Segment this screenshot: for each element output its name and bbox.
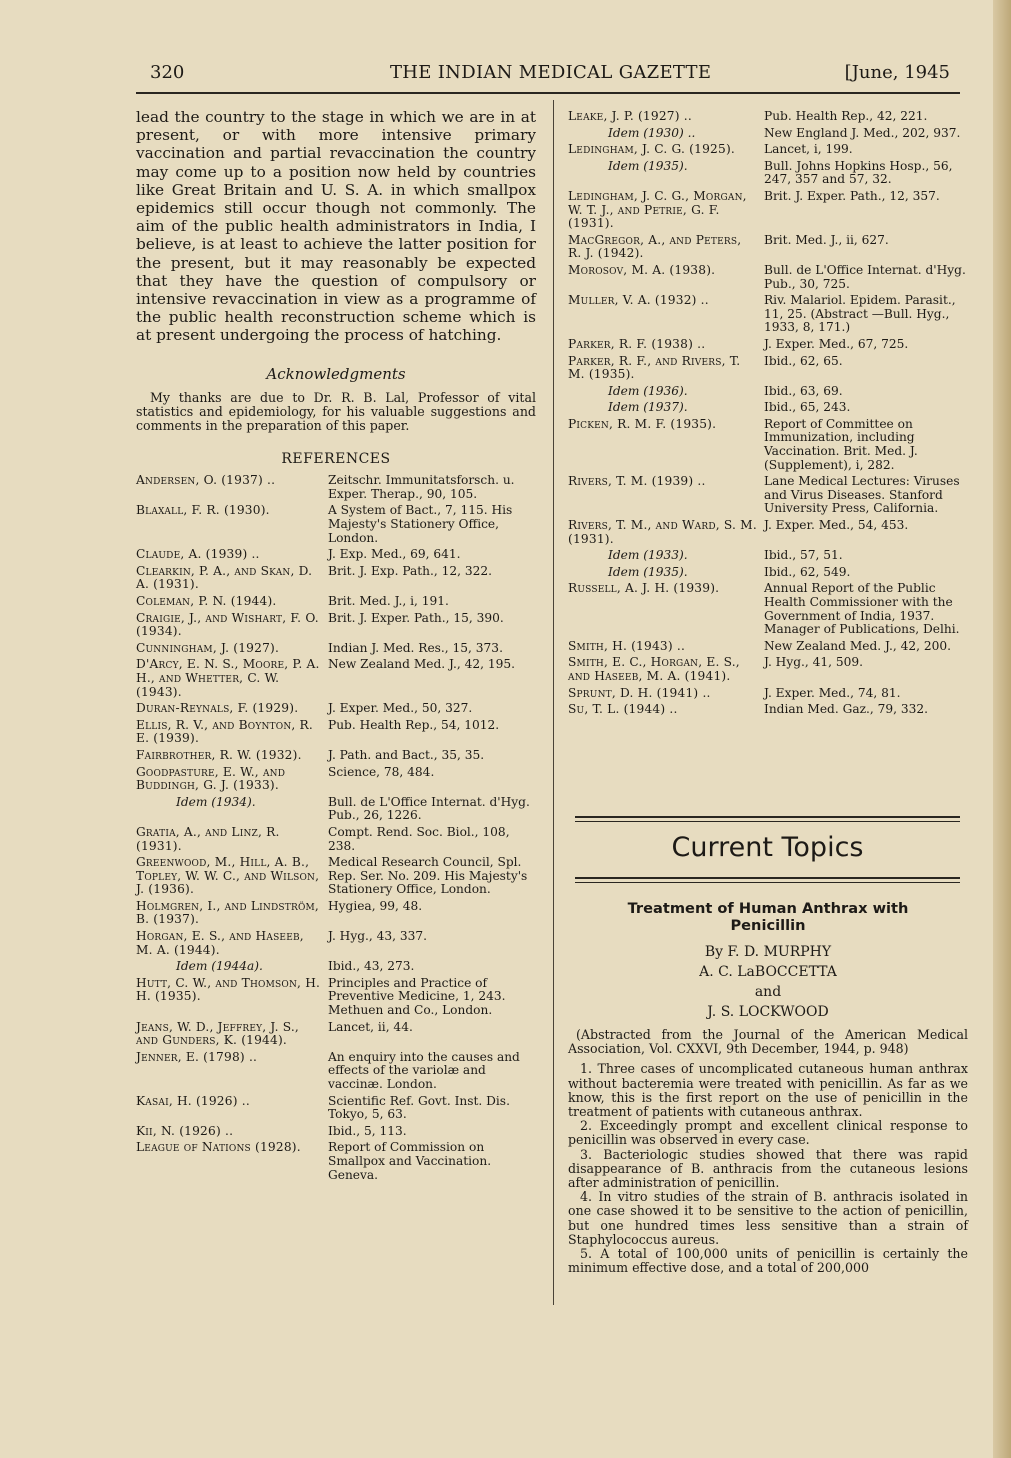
reference-entry bbox=[136, 856, 536, 897]
reference-author: Goodpasture, E. W., and Buddingh, G. J. (1933). bbox=[136, 764, 286, 793]
reference-source: J. Exper. Med., 74, 81. bbox=[764, 685, 901, 700]
column-divider bbox=[553, 100, 554, 1305]
reference-entry bbox=[568, 127, 968, 141]
reference-source: Lane Medical Lectures: Viruses and Virus Diseases. Stanford University Press, California. bbox=[764, 474, 960, 516]
reference-author: Rivers, T. M., and Ward, S. M. (1931). bbox=[568, 518, 757, 546]
reference-entry bbox=[568, 234, 968, 261]
reference-author: Greenwood, M., Hill, A. B., Topley, W. W. C., and Wilson, J. (1936). bbox=[136, 855, 320, 897]
reference-source: J. Exper. Med., 50, 327. bbox=[328, 701, 473, 716]
article-point: 2. Exceedingly prompt and excellent clinical response to penicillin was observed in every case. bbox=[568, 1118, 968, 1148]
reference-entry bbox=[136, 719, 536, 746]
reference-entry bbox=[136, 826, 536, 853]
reference-entry bbox=[568, 338, 968, 352]
section-rule-bottom bbox=[575, 877, 960, 879]
article-point: 4. In vitro studies of the strain of B. anthracis isolated in one case showed it to be sensitive to the action of penicillin, but one hundred times less sensitive than a strain of Staphylococcus aureus. bbox=[568, 1189, 968, 1247]
reference-author: Fairbrother, R. W. (1932). bbox=[136, 747, 302, 762]
references-heading: REFERENCES bbox=[281, 451, 391, 468]
reference-entry bbox=[136, 504, 536, 545]
reference-source: Bull. Johns Hopkins Hosp., 56, 247, 357 and 57, 32. bbox=[764, 158, 953, 187]
reference-source: Ibid., 57, 51. bbox=[764, 548, 843, 563]
section-rule-top-thin bbox=[575, 821, 960, 822]
reference-source: J. Exper. Med., 67, 725. bbox=[764, 336, 909, 351]
reference-source: Compt. Rend. Soc. Biol., 108, 238. bbox=[328, 824, 510, 853]
issue-date: [June, 1945 bbox=[844, 62, 950, 83]
reference-source: Ibid., 65, 243. bbox=[764, 400, 851, 415]
reference-author: Andersen, O. (1937) .. bbox=[136, 473, 276, 488]
reference-author: Picken, R. M. F. (1935). bbox=[568, 416, 717, 431]
reference-source: Ibid., 62, 65. bbox=[764, 353, 843, 368]
reference-source: Bull. de L'Office Internat. d'Hyg. Pub., 30, 725. bbox=[764, 262, 966, 291]
reference-entry bbox=[136, 1095, 536, 1122]
reference-source: Principles and Practice of Preventive Medicine, 1, 243. Methuen and Co., London. bbox=[328, 975, 506, 1018]
reference-entry bbox=[568, 264, 968, 291]
reference-author: Morosov, M. A. (1938). bbox=[568, 262, 716, 277]
reference-author: Cunningham, J. (1927). bbox=[136, 640, 280, 655]
reference-entry bbox=[568, 549, 968, 563]
reference-entry bbox=[568, 687, 968, 701]
reference-author: Gratia, A., and Linz, R. (1931). bbox=[136, 824, 280, 853]
reference-source: An enquiry into the causes and effects of the variolæ and vaccinæ. London. bbox=[328, 1049, 520, 1091]
author-2: A. C. LaBOCCETTA bbox=[699, 964, 837, 980]
reference-author: MacGregor, A., and Peters, R. J. (1942). bbox=[568, 232, 742, 261]
reference-source: Brit. J. Exper. Path., 15, 390. bbox=[328, 610, 504, 625]
reference-author: Idem (1935). bbox=[608, 158, 688, 173]
reference-entry bbox=[568, 294, 968, 335]
article-title: Treatment of Human Anthrax with Penicillin bbox=[627, 900, 909, 934]
reference-source: Annual Report of the Public Health Commissioner with the Government of India, 1937. Manager of Publications, Delhi. bbox=[764, 581, 960, 637]
reference-entry bbox=[136, 749, 536, 763]
reference-author: Horgan, E. S., and Haseeb, M. A. (1944). bbox=[136, 929, 304, 957]
right-column-references bbox=[568, 110, 968, 720]
reference-entry bbox=[568, 519, 968, 546]
reference-entry bbox=[568, 143, 968, 157]
reference-entry bbox=[136, 548, 536, 562]
reference-author: Parker, R. F. (1938) .. bbox=[568, 336, 706, 351]
reference-author: Idem (1944a). bbox=[176, 959, 263, 974]
reference-entry bbox=[136, 930, 536, 957]
reference-entry bbox=[136, 642, 536, 656]
reference-author: Smith, H. (1943) .. bbox=[568, 638, 686, 653]
reference-author: Idem (1936). bbox=[608, 383, 688, 398]
reference-author: Clearkin, P. A., and Skan, D. A. (1931). bbox=[136, 563, 313, 592]
reference-source: Ibid., 43, 273. bbox=[328, 959, 415, 974]
reference-author: Idem (1930) .. bbox=[608, 125, 696, 140]
reference-author: Idem (1934). bbox=[176, 794, 256, 809]
reference-entry bbox=[136, 1141, 536, 1182]
reference-entry bbox=[136, 796, 536, 823]
reference-author: Sprunt, D. H. (1941) .. bbox=[568, 685, 711, 700]
reference-source: J. Exper. Med., 54, 453. bbox=[764, 518, 909, 533]
reference-source: J. Exp. Med., 69, 641. bbox=[328, 547, 461, 562]
reference-source: Report of Commission on Smallpox and Vaccination. Geneva. bbox=[328, 1140, 492, 1182]
reference-source: Pub. Health Rep., 42, 221. bbox=[764, 109, 928, 123]
reference-author: Duran-Reynals, F. (1929). bbox=[136, 701, 299, 716]
reference-entry bbox=[136, 565, 536, 592]
reference-author: Blaxall, F. R. (1930). bbox=[136, 503, 270, 518]
reference-entry bbox=[568, 401, 968, 415]
reference-source: J. Hyg., 43, 337. bbox=[328, 929, 428, 944]
reference-source: Brit. J. Exp. Path., 12, 322. bbox=[328, 563, 493, 578]
author-3: J. S. LOCKWOOD bbox=[707, 1004, 829, 1020]
reference-entry bbox=[568, 190, 968, 231]
reference-entry bbox=[568, 582, 968, 636]
reference-author: Su, T. L. (1944) .. bbox=[568, 702, 678, 717]
references-list-right bbox=[568, 110, 968, 717]
reference-source: New England J. Med., 202, 937. bbox=[764, 125, 961, 140]
reference-entry bbox=[136, 977, 536, 1018]
reference-source: Riv. Malariol. Epidem. Parasit., 11, 25. (Abstract —Bull. Hyg., 1933, 8, 171.) bbox=[764, 293, 956, 335]
reference-entry bbox=[136, 595, 536, 609]
reference-source: Scientific Ref. Govt. Inst. Dis. Tokyo, 5, 63. bbox=[328, 1093, 510, 1122]
reference-source: J. Hyg., 41, 509. bbox=[764, 655, 864, 670]
reference-author: Parker, R. F., and Rivers, T. M. (1935). bbox=[568, 353, 741, 382]
reference-source: Ibid., 5, 113. bbox=[328, 1123, 407, 1138]
reference-source: Brit. Med. J., ii, 627. bbox=[764, 232, 889, 247]
reference-author: Coleman, P. N. (1944). bbox=[136, 594, 277, 608]
reference-entry bbox=[568, 385, 968, 399]
reference-entry bbox=[136, 612, 536, 639]
reference-entry bbox=[136, 960, 536, 974]
journal-title: THE INDIAN MEDICAL GAZETTE bbox=[390, 62, 712, 83]
reference-source: New Zealand Med. J., 42, 200. bbox=[764, 638, 952, 653]
reference-source: Brit. Med. J., i, 191. bbox=[328, 594, 449, 608]
reference-entry bbox=[568, 160, 968, 187]
reference-entry bbox=[568, 475, 968, 516]
reference-source: Indian J. Med. Res., 15, 373. bbox=[328, 640, 503, 655]
reference-entry bbox=[136, 900, 536, 927]
reference-entry bbox=[136, 702, 536, 716]
intro-paragraph: lead the country to the stage in which we are in at present, or with more intensive primary vaccination and partial revaccination the country may come up to a position now held by countries like Great Britain and U. S. A. in which smallpox epidemics still occur though not commonly. The aim of the public health administrators in India, I believe, is at least to achieve the latter position for the present, but it may reasonably be expected that they have the question of compulsory or intensive revaccination in view as a programme of the public health reconstruction scheme which is at present undergoing the process of hatching. bbox=[136, 108, 536, 345]
article bbox=[568, 900, 968, 1275]
reference-source: Science, 78, 484. bbox=[328, 764, 435, 779]
reference-author: Leake, J. P. (1927) .. bbox=[568, 109, 692, 123]
reference-author: Smith, E. C., Horgan, E. S., and Haseeb, M. A. (1941). bbox=[568, 655, 740, 683]
reference-source: Bull. de L'Office Internat. d'Hyg. Pub., 26, 1226. bbox=[328, 794, 530, 823]
references-list-left bbox=[136, 474, 536, 1182]
reference-author: Jenner, E. (1798) .. bbox=[136, 1049, 258, 1064]
reference-source: Pub. Health Rep., 54, 1012. bbox=[328, 717, 500, 732]
reference-author: Ledingham, J. C. G. (1925). bbox=[568, 142, 735, 157]
section-rule-bottom-thin bbox=[575, 882, 960, 883]
reference-author: D'Arcy, E. N. S., Moore, P. A. H., and Whetter, C. W. (1943). bbox=[136, 657, 320, 699]
article-point: 3. Bacteriologic studies showed that there was rapid disappearance of B. anthracis from the cutaneous lesions after administration of penicillin. bbox=[568, 1146, 968, 1191]
reference-author: Kasai, H. (1926) .. bbox=[136, 1093, 250, 1108]
reference-source: Ibid., 62, 549. bbox=[764, 564, 851, 579]
page-header bbox=[150, 62, 950, 88]
reference-entry bbox=[136, 1021, 536, 1048]
reference-author: Rivers, T. M. (1939) .. bbox=[568, 474, 706, 489]
byline: By F. D. MURPHY bbox=[704, 944, 832, 960]
reference-author: Holmgren, I., and Lindström, B. (1937). bbox=[136, 898, 320, 927]
reference-author: Idem (1933). bbox=[608, 548, 688, 563]
reference-source: Hygiea, 99, 48. bbox=[328, 898, 423, 913]
reference-entry bbox=[568, 640, 968, 654]
acknowledgments-heading: Acknowledgments bbox=[266, 364, 406, 383]
page-number: 320 bbox=[150, 62, 185, 83]
article-point: 1. Three cases of uncomplicated cutaneous human anthrax without bacteremia were treated with penicillin. As far as we know, this is the first report on the use of penicillin in the treatment of patients with cutaneous anthrax. bbox=[568, 1061, 968, 1120]
reference-source: New Zealand Med. J., 42, 195. bbox=[328, 657, 516, 672]
reference-source: Ibid., 63, 69. bbox=[764, 383, 843, 398]
left-column bbox=[136, 108, 536, 1185]
abstract-note: (Abstracted from the Journal of the American Medical Association, Vol. CXXVI, 9th December, 1944, p. 948) bbox=[568, 1027, 968, 1057]
and-word: and bbox=[754, 984, 782, 1000]
reference-source: Lancet, ii, 44. bbox=[328, 1019, 413, 1034]
reference-entry bbox=[568, 355, 968, 382]
reference-author: Ledingham, J. C. G., Morgan, W. T. J., and Petrie, G. F. (1931). bbox=[568, 188, 747, 231]
reference-source: Report of Committee on Immunization, including Vaccination. Brit. Med. J. (Supplement), i, 282. bbox=[764, 416, 918, 472]
reference-entry bbox=[568, 566, 968, 580]
reference-author: Idem (1937). bbox=[608, 400, 688, 415]
reference-entry bbox=[136, 474, 536, 501]
reference-entry bbox=[136, 766, 536, 793]
reference-entry bbox=[568, 656, 968, 683]
reference-entry bbox=[136, 658, 536, 699]
reference-source: Lancet, i, 199. bbox=[764, 142, 853, 157]
reference-entry bbox=[568, 110, 968, 124]
reference-entry bbox=[568, 703, 968, 717]
reference-source: Brit. J. Exper. Path., 12, 357. bbox=[764, 188, 940, 203]
reference-author: Kii, N. (1926) .. bbox=[136, 1123, 234, 1138]
reference-source: Medical Research Council, Spl. Rep. Ser. No. 209. His Majesty's Stationery Office, London. bbox=[328, 855, 528, 897]
article-point: 5. A total of 100,000 units of penicillin is certainly the minimum effective dose, and a total of 200,000 bbox=[568, 1246, 968, 1276]
reference-source: J. Path. and Bact., 35, 35. bbox=[328, 747, 485, 762]
reference-entry bbox=[136, 1051, 536, 1092]
reference-entry bbox=[136, 1125, 536, 1139]
reference-source: Zeitschr. Immunitatsforsch. u. Exper. Therap., 90, 105. bbox=[328, 473, 515, 501]
reference-author: Hutt, C. W., and Thomson, H. H. (1935). bbox=[136, 975, 321, 1004]
reference-author: Muller, V. A. (1932) .. bbox=[568, 293, 709, 308]
reference-entry bbox=[568, 418, 968, 472]
reference-author: Ellis, R. V., and Boynton, R. E. (1939). bbox=[136, 717, 314, 746]
header-rule bbox=[136, 92, 960, 94]
reference-author: Russell, A. J. H. (1939). bbox=[568, 581, 720, 596]
reference-author: League of Nations (1928). bbox=[136, 1140, 301, 1155]
reference-author: Claude, A. (1939) .. bbox=[136, 547, 260, 562]
page-edge-shadow bbox=[993, 0, 1011, 1458]
section-rule-top bbox=[575, 816, 960, 818]
acknowledgments-text: My thanks are due to Dr. R. B. Lal, Professor of vital statistics and epidemiology, for his valuable suggestions and comments in the preparation of this paper. bbox=[136, 389, 536, 434]
reference-author: Idem (1935). bbox=[608, 564, 688, 579]
reference-source: Indian Med. Gaz., 79, 332. bbox=[764, 702, 929, 717]
reference-author: Craigie, J., and Wishart, F. O. (1934). bbox=[136, 610, 319, 639]
reference-source: A System of Bact., 7, 115. His Majesty's Stationery Office, London. bbox=[328, 503, 513, 545]
current-topics-title: Current Topics bbox=[671, 832, 864, 863]
reference-author: Jeans, W. D., Jeffrey, J. S., and Gunders, K. (1944). bbox=[136, 1019, 299, 1048]
